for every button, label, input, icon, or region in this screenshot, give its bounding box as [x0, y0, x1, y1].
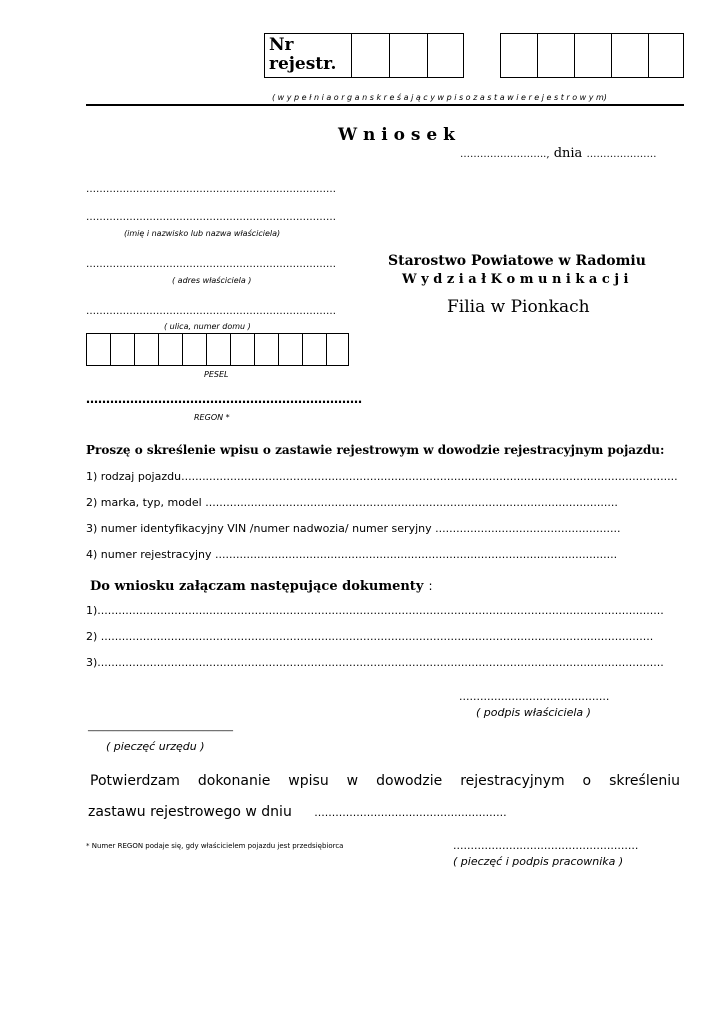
- owner-signature-label: ( podpis właściciela ): [476, 706, 591, 719]
- pesel-cell-divider: [158, 334, 159, 365]
- owner-line-3: …………………………………………………………………: [86, 259, 336, 270]
- request-item-3: 3) numer identyfikacyjny VIN /numer nadwozia/ numer seryjny .....................................................: [86, 522, 621, 535]
- confirm-line-1: [90, 773, 680, 789]
- reg-number-label-line1: Nr: [269, 35, 294, 55]
- regon-footnote: * Numer REGON podaje się, gdy właścicielem pojazdu jest przedsiębiorca: [86, 842, 344, 850]
- pesel-grid: [86, 333, 349, 366]
- pesel-cell-divider: [134, 334, 135, 365]
- owner-address-label: ( adres właściciela ): [172, 276, 252, 285]
- date-dots: …………………: [586, 149, 657, 160]
- pesel-cell-divider: [302, 334, 303, 365]
- header-rule: [86, 104, 684, 106]
- request-item-1: 1) rodzaj pojazdu..............................................................................................................................................: [86, 470, 678, 483]
- pesel-cell-divider: [182, 334, 183, 365]
- owner-name-label: (imię i nazwisko lub nazwa właściciela): [124, 229, 281, 238]
- header-note: ( w y p e ł n i a o r g a n s k r e ś a j ą c y w p i s o z a s t a w i e r e j e s t r o w y m): [272, 93, 607, 102]
- confirm-word: wpisu: [288, 773, 329, 789]
- office-stamp-label: ( pieczęć urzędu ): [106, 740, 205, 753]
- confirm-date-dots: .......................................................: [314, 806, 507, 819]
- reg-cell-divider: [574, 34, 575, 77]
- confirm-word: o: [582, 773, 592, 789]
- pesel-label: PESEL: [204, 370, 229, 379]
- reg-cell-divider: [351, 34, 352, 77]
- confirm-word: rejestracyjnym: [460, 773, 565, 789]
- place-dots: ……………………..,: [460, 149, 550, 160]
- regon-label: REGON *: [194, 413, 230, 422]
- attachment-item-3: 3)..................................................................................................................................................................: [86, 656, 664, 669]
- pesel-cell-divider: [254, 334, 255, 365]
- request-item-4: 4) numer rejestracyjny ...................................................................................................................: [86, 548, 618, 561]
- attachment-item-2: 2) ..............................................................................................................................................................: [86, 630, 654, 643]
- reg-cell-divider: [648, 34, 649, 77]
- office-branch: Filia w Pionkach: [447, 297, 590, 317]
- reg-number-box-left: [264, 33, 464, 78]
- attachments-heading: Do wniosku załączam następujące dokumenty: [90, 579, 424, 594]
- owner-line-1: …………………………………………………………………: [86, 184, 336, 195]
- reg-cell-divider: [389, 34, 390, 77]
- attachment-item-1: 1)..................................................................................................................................................................: [86, 604, 664, 617]
- office-stamp-line: _____________________________: [88, 721, 233, 732]
- pesel-cell-divider: [206, 334, 207, 365]
- reg-number-label: [269, 36, 336, 74]
- confirm-word: Potwierdzam: [90, 773, 180, 789]
- office-department: W y d z i a ł K o m u n i k a c j i: [402, 272, 629, 287]
- reg-number-label-line2: rejestr.: [269, 54, 337, 74]
- reg-cell-divider: [537, 34, 538, 77]
- attachments-colon: :: [428, 579, 433, 593]
- reg-number-box-right: [500, 33, 684, 78]
- page-title: W n i o s e k: [338, 125, 455, 145]
- confirm-word: dokonanie: [197, 773, 271, 789]
- office-name: Starostwo Powiatowe w Radomiu: [388, 253, 646, 269]
- confirm-word: skreśleniu: [609, 773, 680, 789]
- owner-line-2: …………………………………………………………………: [86, 212, 336, 223]
- employee-signature-dots: .....................................................: [453, 839, 639, 852]
- owner-line-4: …………………………………………………………………: [86, 306, 336, 317]
- confirm-line-2-text: zastawu rejestrowego w dniu: [88, 804, 292, 820]
- employee-signature-label: ( pieczęć i podpis pracownika ): [453, 855, 624, 868]
- reg-cell-divider: [427, 34, 428, 77]
- regon-dots: ……………………………………………………………: [86, 392, 362, 406]
- pesel-cell-divider: [110, 334, 111, 365]
- confirm-word: w: [346, 773, 359, 789]
- dnia-label: dnia: [553, 146, 583, 161]
- request-heading: Proszę o skreślenie wpisu o zastawie rejestrowym w dowodzie rejestracyjnym pojazdu:: [86, 443, 665, 457]
- reg-cell-divider: [611, 34, 612, 77]
- confirm-line-2: [88, 804, 507, 820]
- request-item-2: 2) marka, typ, model ......................................................................................................................: [86, 496, 618, 509]
- attachments-heading-wrap: [90, 575, 433, 594]
- confirm-word: dowodzie: [376, 773, 443, 789]
- pesel-cell-divider: [326, 334, 327, 365]
- pesel-cell-divider: [230, 334, 231, 365]
- date-line: [460, 146, 656, 161]
- owner-signature-dots: ...........................................: [459, 690, 610, 703]
- pesel-cell-divider: [278, 334, 279, 365]
- owner-street-label: ( ulica, numer domu ): [164, 322, 251, 331]
